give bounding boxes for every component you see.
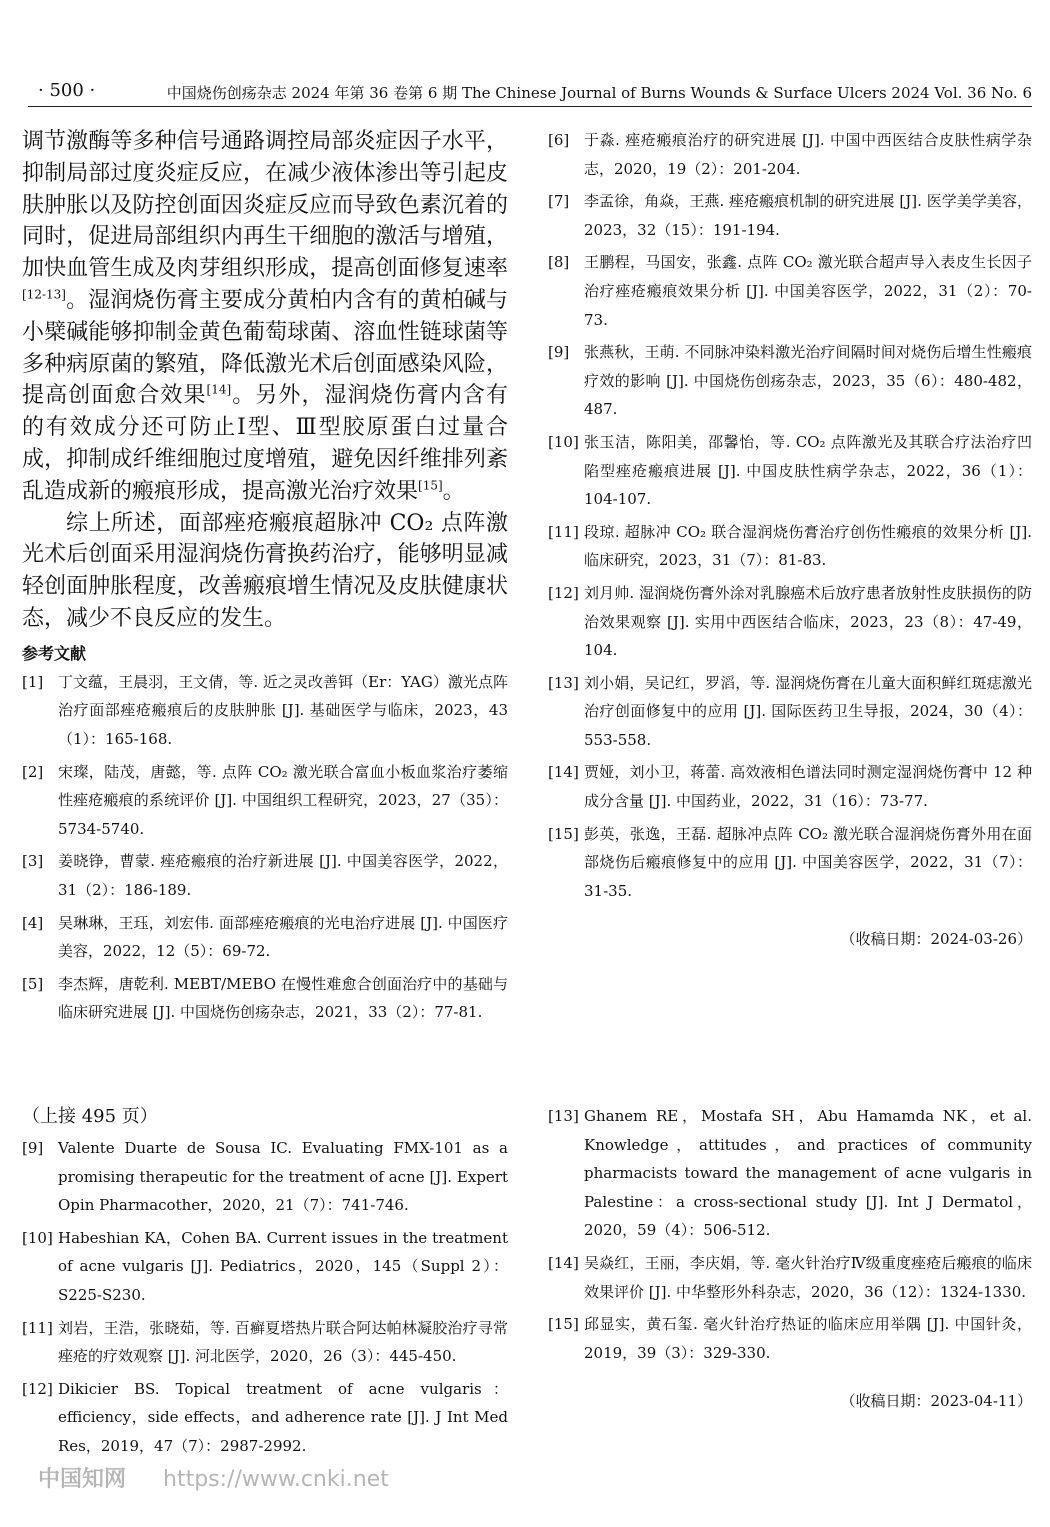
references-heading: 参考文献 bbox=[22, 643, 87, 663]
reference-list-left bbox=[22, 668, 508, 1027]
reference-number: [5] bbox=[22, 974, 44, 993]
reference-text: 丁文蕴，王晨羽，王文倩，等. 近之灵改善铒（Er：YAG）激光点阵治疗面部痤疮瘢痕后的皮肤肿胀 [J]. 基础医学与临床，2023，43（1）：165-168. bbox=[58, 672, 508, 748]
journal-running-title: 中国烧伤创疡杂志 2024 年第 36 卷第 6 期 The Chinese Journal of Burns Wounds & Surface Ulcers 2024 Vol. 36 No. 6 bbox=[166, 84, 1032, 102]
reference-item bbox=[548, 1310, 1032, 1367]
citation-14[interactable]: [14] bbox=[206, 383, 232, 398]
reference-number: [14] bbox=[548, 1253, 579, 1272]
continued-reference-list-left bbox=[22, 1134, 508, 1461]
continued-left-column bbox=[22, 1102, 508, 1465]
reference-item bbox=[22, 1224, 508, 1310]
reference-item bbox=[548, 187, 1032, 244]
page-number: · 500 · bbox=[38, 80, 96, 101]
reference-number: [9] bbox=[548, 343, 570, 362]
reference-number: [3] bbox=[22, 852, 44, 871]
reference-number: [10] bbox=[22, 1228, 53, 1247]
reference-number: [7] bbox=[548, 192, 570, 211]
reference-item bbox=[22, 1314, 508, 1371]
citation-15[interactable]: [15] bbox=[418, 478, 443, 493]
reference-item bbox=[548, 579, 1032, 665]
reference-text: 刘小娟，吴记红，罗滔，等. 湿润烧伤膏在儿童大面积鲜红斑痣激光治疗创面修复中的应用 [J]. 国际医药卫生导报，2024，30（4）：553-558. bbox=[584, 673, 1032, 749]
reference-number: [13] bbox=[548, 1107, 579, 1125]
reference-item bbox=[548, 669, 1032, 755]
continued-reference-list-right bbox=[548, 1102, 1032, 1367]
reference-text: Valente Duarte de Sousa IC. Evaluating FMX-101 as a promising therapeutic for the treatment of acne [J]. Expert Opin Pharmacother，2020，21（7）：741-746. bbox=[58, 1139, 508, 1215]
reference-item bbox=[548, 428, 1032, 514]
received-date: （收稿日期：2024-03-26） bbox=[840, 930, 1032, 949]
reference-number: [4] bbox=[22, 913, 44, 932]
reference-text: 刘岩，王浩，张晓茹，等. 百癣夏塔热片联合阿达帕林凝胶治疗寻常痤疮的疗效观察 [J]. 河北医学，2020，26（3）：445-450. bbox=[58, 1318, 508, 1366]
body-paragraph-conclusion: 综上所述，面部痤疮瘢痕超脉冲 CO₂ 点阵激光术后创面采用湿润烧伤膏换药治疗，能够明显减轻创面肿胀程度，改善瘢痕增生情况及皮肤健康状态，减少不良反应的发生。 bbox=[22, 510, 508, 631]
left-column bbox=[22, 126, 508, 1031]
reference-text: 宋璨，陆茂，唐懿，等. 点阵 CO₂ 激光联合富血小板血浆治疗萎缩性痤疮瘢痕的系统评价 [J]. 中国组织工程研究，2023，27（35）：5734-5740. bbox=[58, 762, 508, 838]
right-column bbox=[548, 126, 1032, 953]
reference-list-right bbox=[548, 126, 1032, 905]
reference-text: 张玉洁，陈阳美，邵馨怡，等. CO₂ 点阵激光及其联合疗法治疗凹陷型痤疮瘢痕进展 [J]. 中国皮肤性病学杂志，2022，36（1）：104-107. bbox=[584, 432, 1032, 509]
reference-number: [12] bbox=[22, 1379, 53, 1398]
reference-text: 彭英，张逸，王磊. 超脉冲点阵 CO₂ 激光联合湿润烧伤膏外用在面部烧伤后瘢痕修复中的应用 [J]. 中国美容医学，2022，31（7）：31-35. bbox=[584, 824, 1032, 900]
reference-item bbox=[548, 126, 1032, 183]
reference-text: 段琼. 超脉冲 CO₂ 联合湿润烧伤膏治疗创伤性瘢痕的效果分析 [J]. 临床研究，2023，31（7）：81-83. bbox=[584, 522, 1032, 570]
watermark-brand: 中国知网 bbox=[38, 1467, 127, 1492]
continued-right-column bbox=[548, 1102, 1032, 1415]
reference-number: [14] bbox=[548, 763, 579, 782]
reference-number: [15] bbox=[548, 824, 579, 843]
reference-item bbox=[548, 758, 1032, 815]
watermark-url: https://www.cnki.net bbox=[163, 1467, 389, 1492]
continued-from-label: （上接 495 页） bbox=[22, 1106, 158, 1127]
reference-item bbox=[548, 1102, 1032, 1245]
reference-text: 李杰辉，唐乾利. MEBT/MEBO 在慢性难愈合创面治疗中的基础与临床研究进展 [J]. 中国烧伤创疡杂志，2021，33（2）：77-81. bbox=[58, 974, 508, 1022]
reference-text: Ghanem RE，Mostafa SH，Abu Hamamda NK，et al. Knowledge，attitudes，and practices of community pharmacists toward the management of acne vulgaris in Palestine：a cross-sectional study [J]. Int J Dermatol，2020，59（4）：506-512. bbox=[584, 1107, 1032, 1240]
reference-item bbox=[22, 1375, 508, 1461]
body-paragraph-1: 调节激酶等多种信号通路调控局部炎症因子水平，抑制局部过度炎症反应，在减少液体渗出等引起皮肤肿胀以及防控创面因炎症反应而导致色素沉着的同时，促进局部组织内再生干细胞的激活与增殖，加快血管生成及肉芽组织形成，提高创面修复速率[12-13]。湿润烧伤膏主要成分黄柏内含有的黄柏碱与小檗碱能够抑制金黄色葡萄球菌、溶血性链球菌等多种病原菌的繁殖，降低激光术后创面感染风险，提高创面愈合效果[14]。另外，湿润烧伤膏内含有的有效成分还可防止Ⅰ型、Ⅲ型胶原蛋白过量合成，抑制成纤维细胞过度增殖，避免因纤维排列紊乱造成新的瘢痕形成，提高激光治疗效果[15]。 bbox=[22, 129, 508, 504]
reference-item bbox=[22, 847, 508, 904]
reference-text: 姜晓铮，曹蒙. 痤疮瘢痕的治疗新进展 [J]. 中国美容医学，2022，31（2）：186-189. bbox=[58, 852, 508, 899]
cnki-watermark bbox=[38, 1462, 389, 1493]
reference-item bbox=[548, 1249, 1032, 1306]
reference-text: 贾娅，刘小卫，蒋蕾. 高效液相色谱法同时测定湿润烧伤膏中 12 种成分含量 [J]. 中国药业，2022，31（16）：73-77. bbox=[584, 763, 1032, 811]
reference-item bbox=[22, 909, 508, 966]
reference-number: [9] bbox=[22, 1139, 44, 1157]
reference-number: [13] bbox=[548, 673, 579, 692]
reference-text: 王鹏程，马国安，张鑫. 点阵 CO₂ 激光联合超声导入表皮生长因子治疗痤疮瘢痕效果分析 [J]. 中国美容医学，2022，31（2）：70-73. bbox=[584, 253, 1032, 329]
reference-text: 于淼. 痤疮瘢痕治疗的研究进展 [J]. 中国中西医结合皮肤性病学杂志，2020，19（2）：201-204. bbox=[584, 131, 1032, 178]
reference-number: [11] bbox=[548, 522, 579, 541]
reference-item bbox=[22, 1134, 508, 1220]
reference-text: 吴焱红，王丽，李庆娟，等. 毫火针治疗Ⅳ级重度痤疮后瘢痕的临床效果评价 [J]. 中华整形外科杂志，2020，36（12）：1324-1330. bbox=[584, 1253, 1032, 1301]
reference-number: [8] bbox=[548, 253, 570, 272]
reference-item bbox=[548, 248, 1032, 334]
reference-number: [10] bbox=[548, 432, 579, 451]
reference-text: 张燕秋，王萌. 不同脉冲染料激光治疗间隔时间对烧伤后增生性瘢痕疗效的影响 [J]. 中国烧伤创疡杂志，2023，35（6）：480-482，487. bbox=[584, 343, 1032, 419]
reference-number: [15] bbox=[548, 1315, 579, 1334]
reference-text: 李孟徐，角焱，王燕. 痤疮瘢痕机制的研究进展 [J]. 医学美学美容，2023，32（15）：191-194. bbox=[584, 192, 1032, 239]
reference-item bbox=[22, 668, 508, 754]
reference-number: [1] bbox=[22, 672, 44, 691]
citation-12-13[interactable]: [12-13] bbox=[22, 287, 66, 302]
continued-received-date: （收稿日期：2023-04-11） bbox=[840, 1392, 1032, 1411]
reference-item bbox=[548, 820, 1032, 906]
reference-text: 吴琳琳，王珏，刘宏伟. 面部痤疮瘢痕的光电治疗进展 [J]. 中国医疗美容，2022，12（5）：69-72. bbox=[58, 913, 508, 961]
reference-item bbox=[22, 758, 508, 844]
reference-item bbox=[548, 338, 1032, 424]
reference-number: [11] bbox=[22, 1318, 53, 1337]
reference-item bbox=[548, 518, 1032, 575]
reference-text: Habeshian KA，Cohen BA. Current issues in the treatment of acne vulgaris [J]. Pediatrics，2020，145（Suppl 2）：S225-S230. bbox=[58, 1228, 508, 1304]
reference-item bbox=[22, 970, 508, 1027]
reference-number: [2] bbox=[22, 762, 44, 781]
reference-number: [12] bbox=[548, 583, 579, 602]
page-header bbox=[28, 80, 1032, 107]
reference-number: [6] bbox=[548, 131, 570, 149]
reference-text: 刘月帅. 湿润烧伤膏外涂对乳腺癌术后放疗患者放射性皮肤损伤的防治效果观察 [J]. 实用中西医结合临床，2023，23（8）：47-49，104. bbox=[584, 583, 1032, 660]
reference-text: Dikicier BS. Topical treatment of acne vulgaris：efficiency，side effects，and adherence rate [J]. J Int Med Res，2019，47（7）：2987-2992. bbox=[58, 1379, 508, 1455]
reference-text: 邱显实，黄石玺. 毫火针治疗热证的临床应用举隅 [J]. 中国针灸，2019，39（3）：329-330. bbox=[584, 1315, 1032, 1362]
